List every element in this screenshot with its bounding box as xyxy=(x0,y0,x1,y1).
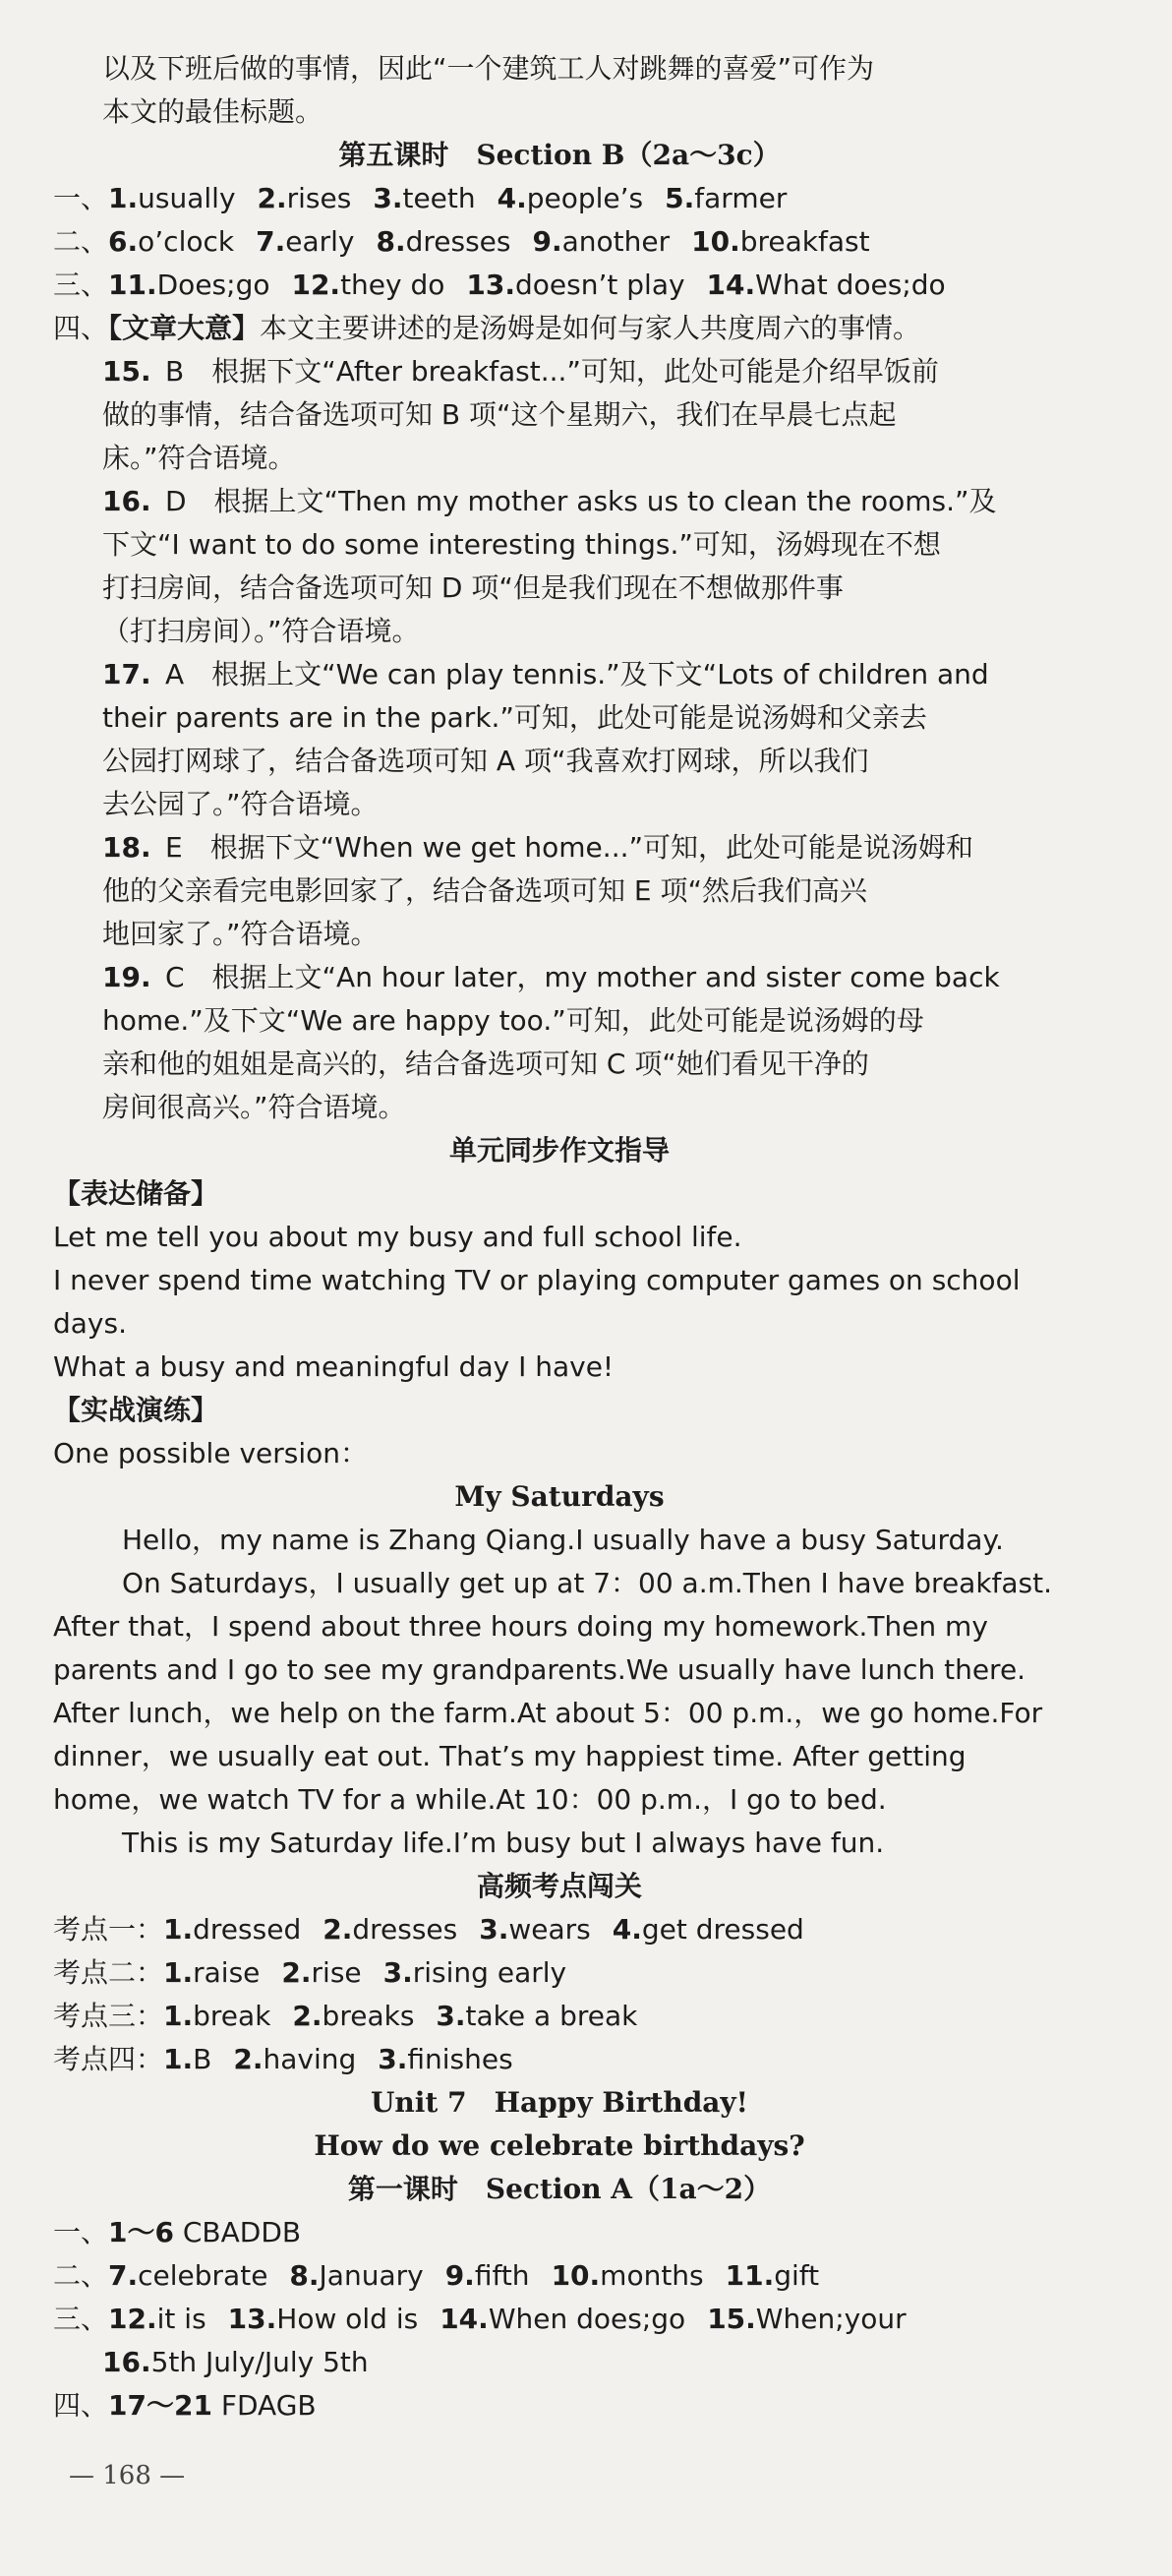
explanation-line: 床。”符合语境。 xyxy=(102,442,296,474)
question-number: 14. xyxy=(440,2303,489,2335)
explanation-line: D 根据上文“Then my mother asks us to clean the rooms.”及 xyxy=(165,485,997,517)
question-number: 1. xyxy=(163,1956,194,1989)
question-number: 3. xyxy=(382,1956,413,1989)
answer-row xyxy=(53,2038,1066,2081)
question-number: 17. xyxy=(102,658,151,690)
answer-text: When;your xyxy=(755,2303,907,2335)
row-prefix: 考点四： xyxy=(53,2043,164,2075)
question-number: 3. xyxy=(378,2043,408,2075)
question-number: 16. xyxy=(102,485,151,517)
question-number: 9. xyxy=(532,225,562,258)
essay-line: home，we watch TV for a while.At 10：00 p.m.，I go to bed. xyxy=(53,1783,887,1816)
question-number: 18. xyxy=(102,831,151,864)
question-number: 3. xyxy=(479,1913,509,1946)
writing-title: 单元同步作文指导 xyxy=(448,1134,670,1167)
expression-line: days. xyxy=(53,1307,127,1340)
answer-text: rising early xyxy=(412,1956,567,1989)
question-number: 11. xyxy=(108,269,157,301)
answer-text: dresses xyxy=(352,1913,458,1946)
expression-line: I never spend time watching TV or playing computer games on school xyxy=(53,1264,1021,1296)
question-number: 1. xyxy=(163,2000,194,2032)
answer-text: Does;go xyxy=(156,269,270,301)
answer-text: usually xyxy=(138,182,236,214)
question-number: 4. xyxy=(612,1913,642,1946)
answer-text: take a break xyxy=(465,2000,638,2032)
question-number: 2. xyxy=(322,1913,353,1946)
question-number: 10. xyxy=(691,225,740,258)
row-prefix: 三、 xyxy=(53,2303,109,2335)
answer-text: farmer xyxy=(694,182,788,214)
answer-row xyxy=(53,220,1066,264)
answer-text: B xyxy=(193,2043,212,2075)
answer-row xyxy=(53,2298,1066,2341)
answer-text: CBADDB xyxy=(173,2216,302,2248)
expression-line: Let me tell you about my busy and full school life. xyxy=(53,1221,742,1253)
question-number: 5. xyxy=(665,182,695,214)
answer-row xyxy=(53,1995,1066,2038)
answer-row xyxy=(53,264,1066,307)
question-range: 1～6 xyxy=(108,2216,174,2248)
answer-text: 5th July/July 5th xyxy=(150,2346,369,2378)
row-prefix: 四、 xyxy=(53,2389,109,2422)
answer-text: teeth xyxy=(402,182,476,214)
expression-line: What a busy and meaningful day I have! xyxy=(53,1350,615,1383)
essay-line: Hello，my name is Zhang Qiang.I usually have a busy Saturday. xyxy=(122,1524,1004,1556)
question-number: 11. xyxy=(725,2259,775,2292)
answer-text: finishes xyxy=(407,2043,513,2075)
answer-text: rises xyxy=(286,182,352,214)
intro-line: 以及下班后做的事情，因此“一个建筑工人对跳舞的喜爱”可作为 xyxy=(102,52,875,85)
question-number: 10. xyxy=(551,2259,601,2292)
answer-text: gift xyxy=(774,2259,820,2292)
explanation-line: 下文“I want to do some interesting things.”可知，汤姆现在不想 xyxy=(102,528,941,561)
question-range: 17～21 xyxy=(108,2389,212,2422)
row-prefix: 一、 xyxy=(53,2216,109,2248)
explanation-line: 公园打网球了，结合备选项可知 A 项“我喜欢打网球，所以我们 xyxy=(102,745,869,777)
answer-row xyxy=(53,1951,1066,1995)
question-number: 13. xyxy=(227,2303,277,2335)
question-number: 4. xyxy=(497,182,527,214)
row-prefix: 四、 xyxy=(53,312,109,344)
question-number: 9. xyxy=(444,2259,475,2292)
explanation-line: B 根据下文“After breakfast...”可知，此处可能是介绍早饭前 xyxy=(165,355,939,388)
question-number: 14. xyxy=(706,269,756,301)
row-prefix: 二、 xyxy=(53,2259,109,2292)
question-item xyxy=(102,826,1066,956)
answer-text: it is xyxy=(156,2303,206,2335)
answer-row xyxy=(53,177,1066,220)
explanation-line: their parents are in the park.”可知，此处可能是说汤姆和父亲去 xyxy=(102,701,927,734)
explanation-line: 房间很高兴。”符合语境。 xyxy=(102,1091,406,1123)
essay-line: After that，I spend about three hours doing my homework.Then my xyxy=(53,1610,988,1643)
answer-row xyxy=(53,2211,1066,2254)
answer-text: early xyxy=(285,225,355,258)
explanation-line: home.”及下文“We are happy too.”可知，此处可能是说汤姆的母 xyxy=(102,1004,924,1037)
row-prefix: 考点一： xyxy=(53,1913,164,1946)
question-number: 2. xyxy=(292,2000,322,2032)
explanation-line: 他的父亲看完电影回家了，结合备选项可知 E 项“然后我们高兴 xyxy=(102,874,868,907)
answer-text: they do xyxy=(340,269,445,301)
essay-line: On Saturdays，I usually get up at 7：00 a.m.Then I have breakfast. xyxy=(122,1567,1053,1599)
answer-text: What does;do xyxy=(755,269,946,301)
row-prefix: 二、 xyxy=(53,225,109,258)
essay-line: This is my Saturday life.I’m busy but I always have fun. xyxy=(122,1827,885,1859)
answer-row xyxy=(53,2384,1066,2427)
essay-title: My Saturdays xyxy=(454,1480,665,1513)
question-number: 2. xyxy=(281,1956,312,1989)
unit-subtitle: How do we celebrate birthdays? xyxy=(314,2129,805,2162)
answer-row xyxy=(53,2254,1066,2298)
explanation-line: 去公园了。”符合语境。 xyxy=(102,788,379,820)
answer-text: rise xyxy=(311,1956,362,1989)
explanation-line: 亲和他的姐姐是高兴的，结合备选项可知 C 项“她们看见干净的 xyxy=(102,1048,869,1080)
question-number: 7. xyxy=(256,225,286,258)
summary-label: 【文章大意】 xyxy=(108,312,261,344)
essay-line: After lunch，we help on the farm.At about 5：00 p.m.，we go home.For xyxy=(53,1697,1043,1729)
frequent-title: 高频考点闯关 xyxy=(476,1870,642,1902)
answer-text: get dressed xyxy=(641,1913,804,1946)
answer-text: breaks xyxy=(322,2000,415,2032)
question-number: 19. xyxy=(102,961,151,993)
question-number: 13. xyxy=(466,269,516,301)
unit-title: Unit 7 Happy Birthday! xyxy=(371,2086,748,2119)
question-number: 7. xyxy=(108,2259,139,2292)
question-number: 6. xyxy=(108,225,139,258)
answer-text: doesn’t play xyxy=(515,269,685,301)
answer-text: raise xyxy=(193,1956,261,1989)
question-number: 3. xyxy=(436,2000,466,2032)
question-number: 1. xyxy=(163,2043,194,2075)
question-item xyxy=(102,480,1066,653)
answer-text: When does;go xyxy=(488,2303,686,2335)
question-number: 16. xyxy=(102,2346,151,2378)
question-number: 2. xyxy=(233,2043,264,2075)
version-label: One possible version： xyxy=(53,1437,369,1469)
lesson-title: 第五课时 Section B（2a～3c） xyxy=(338,139,781,171)
answer-text: fifth xyxy=(474,2259,530,2292)
explanation-line: 打扫房间，结合备选项可知 D 项“但是我们现在不想做那件事 xyxy=(102,571,844,604)
question-number: 12. xyxy=(291,269,341,301)
question-number: 15. xyxy=(102,355,151,388)
answer-row xyxy=(53,2341,1066,2384)
question-item xyxy=(102,956,1066,1129)
question-number: 12. xyxy=(108,2303,157,2335)
answer-text: having xyxy=(263,2043,357,2075)
answer-text: break xyxy=(193,2000,271,2032)
page-number: — 168 — xyxy=(69,2461,186,2490)
explanation-line: 做的事情，结合备选项可知 B 项“这个星期六，我们在早晨七点起 xyxy=(102,398,897,431)
answer-text: How old is xyxy=(276,2303,419,2335)
expression-label: 【表达储备】 xyxy=(53,1177,219,1210)
row-prefix: 考点二： xyxy=(53,1956,164,1989)
row-prefix: 考点三： xyxy=(53,2000,164,2032)
answer-text: wears xyxy=(508,1913,591,1946)
question-number: 3. xyxy=(373,182,403,214)
lesson-title: 第一课时 Section A（1a～2） xyxy=(347,2173,772,2205)
answer-text: dressed xyxy=(193,1913,302,1946)
answer-text: breakfast xyxy=(739,225,870,258)
explanation-line: （打扫房间）。”符合语境。 xyxy=(102,615,420,647)
answer-text: months xyxy=(600,2259,704,2292)
question-number: 2. xyxy=(257,182,287,214)
row-prefix: 三、 xyxy=(53,269,109,301)
intro-line: 本文的最佳标题。 xyxy=(102,95,323,128)
answer-text: another xyxy=(561,225,671,258)
summary-row xyxy=(53,307,1066,350)
question-number: 8. xyxy=(289,2259,320,2292)
answer-page xyxy=(53,47,1066,2427)
question-number: 15. xyxy=(707,2303,756,2335)
essay-line: dinner，we usually eat out. That’s my happiest time. After getting xyxy=(53,1740,967,1772)
answer-text: o’clock xyxy=(138,225,235,258)
answer-row xyxy=(53,1908,1066,1951)
question-number: 8. xyxy=(376,225,406,258)
explanation-line: E 根据下文“When we get home...”可知，此处可能是说汤姆和 xyxy=(165,831,973,864)
question-number: 1. xyxy=(163,1913,194,1946)
answer-text: celebrate xyxy=(138,2259,268,2292)
answer-text: FDAGB xyxy=(211,2389,317,2422)
summary-text: 本文主要讲述的是汤姆是如何与家人共度周六的事情。 xyxy=(260,312,921,344)
answer-text: January xyxy=(319,2259,424,2292)
practice-label: 【实战演练】 xyxy=(53,1394,219,1426)
essay-line: parents and I go to see my grandparents.We usually have lunch there. xyxy=(53,1653,1026,1686)
question-item xyxy=(102,653,1066,826)
explanation-line: C 根据上文“An hour later，my mother and sister come back xyxy=(165,961,1000,993)
question-number: 1. xyxy=(108,182,139,214)
answer-text: people’s xyxy=(526,182,644,214)
explanation-line: 地回家了。”符合语境。 xyxy=(102,918,379,950)
explanation-line: A 根据上文“We can play tennis.”及下文“Lots of children and xyxy=(165,658,989,690)
answer-text: dresses xyxy=(405,225,511,258)
row-prefix: 一、 xyxy=(53,182,109,214)
question-item xyxy=(102,350,1066,480)
